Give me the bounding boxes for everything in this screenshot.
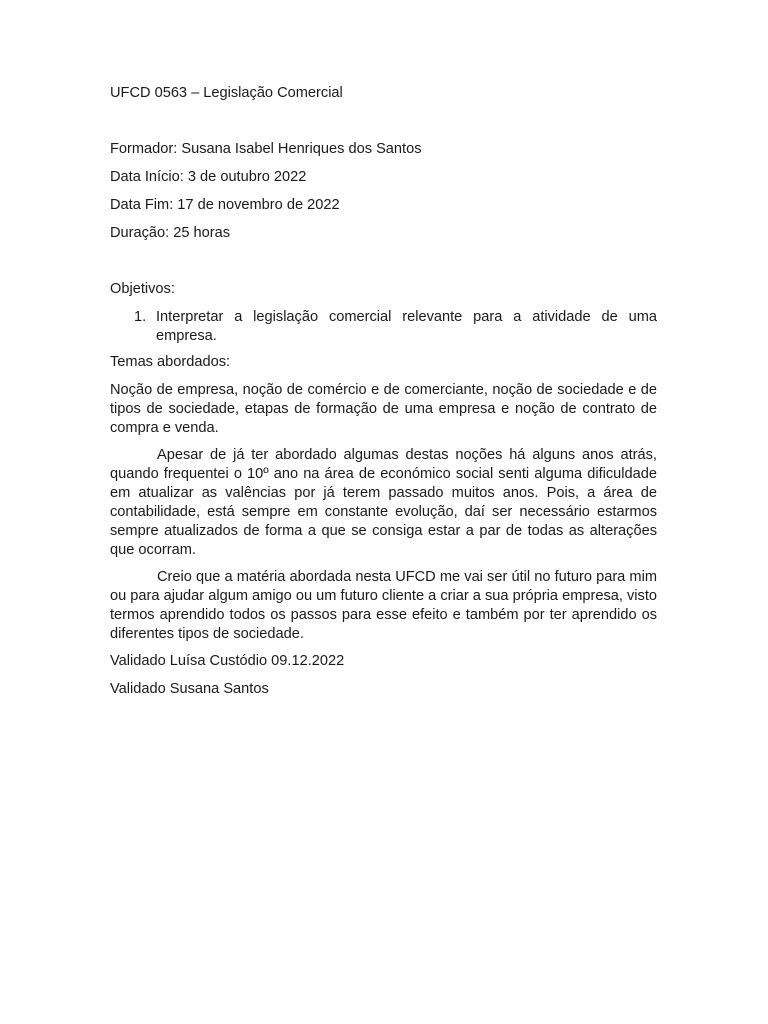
trainer-line: Formador: Susana Isabel Henriques dos Santos <box>110 141 422 157</box>
reflection-paragraph-1: Apesar de já ter abordado algumas destas noções há alguns anos atrás, quando frequentei o 10º ano na área de económico social senti alguma dificuldade em atualizar as valências por já terem passado muitos anos. Pois, a área de contabilidade, está sempre em constante evolução, daí ser necessário estarmos sempre atualizados de forma a que se consiga estar a par de todas as alterações que ocorram. <box>110 447 657 558</box>
validation-line-1: Validado Luísa Custódio 09.12.2022 <box>110 653 345 669</box>
document-title: UFCD 0563 – Legislação Comercial <box>110 85 343 101</box>
reflection-paragraph-2: Creio que a matéria abordada nesta UFCD me vai ser útil no futuro para mim ou para ajudar algum amigo ou um futuro cliente a criar a sua própria empresa, visto termos aprendido todos os passos para esse efeito e também por ter aprendido os diferentes tipos de sociedade. <box>110 569 657 642</box>
start-date-line: Data Início: 3 de outubro 2022 <box>110 169 307 185</box>
objectives-list <box>110 308 657 346</box>
objective-number: 1. <box>134 309 147 325</box>
topics-heading: Temas abordados: <box>110 354 231 370</box>
objectives-heading: Objetivos: <box>110 281 175 297</box>
topics-paragraph: Noção de empresa, noção de comércio e de comerciante, noção de sociedade e de tipos de sociedade, etapas de formação de uma empresa e noção de contrato de compra e venda. <box>110 382 657 436</box>
document-page <box>110 84 657 699</box>
end-date-line: Data Fim: 17 de novembro de 2022 <box>110 197 340 213</box>
duration-line: Duração: 25 horas <box>110 225 231 241</box>
objective-text: Interpretar a legislação comercial relevante para a atividade de uma empresa. <box>156 309 657 344</box>
objective-item <box>110 308 657 346</box>
validation-line-2: Validado Susana Santos <box>110 681 269 697</box>
